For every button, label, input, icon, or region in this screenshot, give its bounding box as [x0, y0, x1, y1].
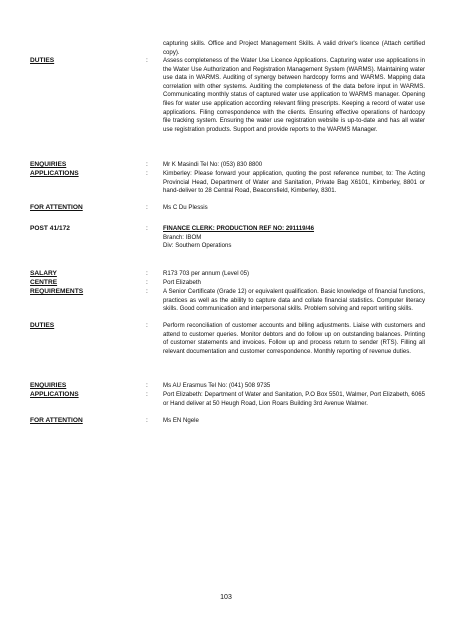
post-details — [163, 225, 425, 251]
post-title: FINANCE CLERK: PRODUCTION REF NO: 291119/46 — [163, 225, 315, 232]
requirements-text: A Senior Certificate (Grade 12) or equivalent qualification. Basic knowledge of financial functions, practices as well as the ability to capture data and collate financial statistics. Computer literacy skills. Good communication and interpersonal skills. Problem solving and report writing skills. — [163, 288, 425, 313]
colon: : — [146, 417, 148, 424]
applications-text: Port Elizabeth: Department of Water and Sanitation, P.O Box 5501, Walmer, Port Elizabeth, 6065 or Hand deliver at 50 Heugh Road, Lion Roars Building 3rd Avenue Walmer. — [163, 391, 425, 407]
centre-label: CENTRE — [30, 279, 58, 286]
duties-label: DUTIES — [30, 57, 55, 64]
enquiries-text: Ms AU Erasmus Tel No: (041) 508 9735 — [163, 382, 271, 389]
colon: : — [146, 288, 148, 295]
colon: : — [146, 382, 148, 389]
duties-label: DUTIES — [30, 322, 55, 329]
colon: : — [146, 225, 148, 232]
attention-text: Ms EN Ngele — [163, 417, 199, 424]
page-number: 103 — [220, 594, 232, 601]
attention-text: Ms C Du Plessis — [163, 204, 208, 211]
colon: : — [146, 57, 148, 64]
duties-text: Perform reconciliation of customer accounts and billing adjustments. Liaise with customers and attend to customer queries. Monitor debtors and do follow up on outstanding balances. Printing of customer statements and invoices. Follow up and process return to sender (RTS). Filling all relevant documentation and customer correspondence. Monthly reporting of revenue duties. — [163, 322, 425, 355]
post-label: POST 41/172 — [30, 225, 70, 232]
post-branch: Branch: IBOM — [163, 233, 202, 241]
requirements-label: REQUIREMENTS — [30, 288, 84, 295]
applications-text: Kimberley: Please forward your application, quoting the post reference number, to: The Acting Provincial Head, Department of Water and Sanitation, Private Bag X6101, Kimberley, 8801 or hand-deliver to 28 Central Road, Beaconsfield, Kimberley, 8301. — [163, 170, 425, 195]
colon: : — [146, 322, 148, 329]
post-div: Div: Southern Operations — [163, 242, 232, 250]
colon: : — [146, 170, 148, 177]
colon: : — [146, 161, 148, 168]
enquiries-label: ENQUIRIES — [30, 382, 67, 389]
colon: : — [146, 204, 148, 211]
intro-text: capturing skills. Office and Project Management Skills. A valid driver's licence (Attach certified copy). — [163, 40, 425, 56]
salary-label: SALARY — [30, 270, 57, 277]
applications-label: APPLICATIONS — [30, 391, 79, 398]
colon: : — [146, 279, 148, 286]
applications-label: APPLICATIONS — [30, 170, 79, 177]
salary-text: R173 703 per annum (Level 05) — [163, 270, 250, 277]
duties-text: Assess completeness of the Water Use Licence Applications. Capturing water use applications in the Water Use Authorization and Registration Management System (WARMS). Maintaining water use data in WARMS. Auditing of synergy between hardcopy forms and WARMS. Mapping data correlation with other systems. Auditing the completeness of the data before input in WARMS. Communicating monthly status of captured water use application to WARMS manager. Opening files for water use application according relevant filing prescripts. Keeping a record of water use applications. Filing correspondence with the clients. Ensuring effective operations of hardcopy file tracking system. Ensuring the water use registration website is up-to-date and has all water use registration products. Support and provide reports to the WARMS Manager. — [163, 57, 425, 133]
attention-label: FOR ATTENTION — [30, 417, 83, 424]
attention-label: FOR ATTENTION — [30, 204, 83, 211]
centre-text: Port Elizabeth — [163, 279, 201, 286]
enquiries-text: Mr K Masindi Tel No: (053) 830 8800 — [163, 161, 263, 168]
colon: : — [146, 391, 148, 398]
colon: : — [146, 270, 148, 277]
enquiries-label: ENQUIRIES — [30, 161, 67, 168]
